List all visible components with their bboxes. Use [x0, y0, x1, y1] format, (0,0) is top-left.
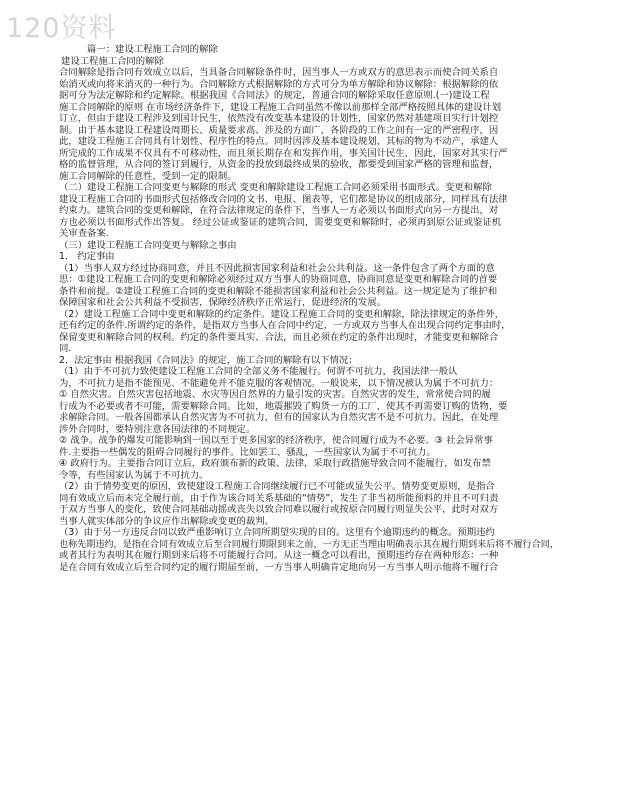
text-line: 同.	[59, 343, 72, 354]
text-line: 或者其行为表明其在履行期到来后将不可能履行合同。从这一概念可以看出，预期违约存在两种形态：一种	[59, 550, 499, 561]
text-line: 施工合同解除的任意性，受到一定的限制。	[59, 170, 237, 182]
text-line: 据可分为法定解除和约定解除。根据我国《合同法》的规定，普通合同的解除采取任意原则.(一)建设工程	[59, 90, 490, 101]
text-line: 件.主要指一些偶发的阻碍合同履行的事件。比如罢工、骚乱，一些国家认为属于不可抗力。	[59, 446, 436, 458]
text-line: （2）建设工程施工合同中变更和解除的约定条件。建设工程施工合同的变更和解除，除法律规定的条件外，	[59, 308, 505, 320]
text-line: 格的监督管理，从合同的签订到履行，从资金的投放到最终成果的验收，都要受到国家严格的管理和监督，	[59, 159, 499, 170]
text-line: 约束力。建筑合同的变更和解除，在符合法律规定的条件下，当事人一方必须以书面形式向另一方提出，对	[59, 205, 499, 216]
text-line: 当事人就实体部分的争议应作出解除或变更的裁判。	[59, 515, 274, 527]
text-line: 保留变更和解除合同的权利。约定的条件要具实、合法，而且必须在约定的条件出现时，才能变更和解除合	[59, 331, 499, 343]
text-line: ④ 政府行为。主要指合同订立后，政府颁布新的政策、法律，采取行政措施导致合同不能履行，如发布禁	[59, 458, 491, 469]
text-line: 令等，有些国家认为属于不可抗力。	[59, 469, 209, 481]
text-line: 施工合同解除的原则 在市场经济条件下，建设工程施工合同虽然不像以前那样全部严格按照具体的建设计划	[59, 101, 502, 113]
text-line: 1． 约定事由	[59, 251, 115, 262]
text-line: （二）建设工程施工合同变更与解除的形式 变更和解除建设工程施工合同必须采用书面形式。变更和解除	[59, 182, 492, 193]
text-line: （1）当事人双方经过协商同意，并且不因此损害国家利益和社会公共利益。这一条件包含了两个方面的意	[59, 262, 495, 274]
line-text: 也称先期违约，是指在合同有效成立后至合同履行期限到来之前，一方无正当理由明确表示其在履行期到来后将不履行合同，	[59, 538, 559, 550]
text-line: 为，不可抗力是指不能预见、不能避免并不能克服的客观情况。一般说来，以下情况被认为属于不可抗力：	[59, 377, 499, 389]
text-line: 条件和前提。②建设工程施工合同的变更和解除不能损害国家利益和社会公共利益。这一规定是为了维护和	[59, 285, 498, 297]
text-line: 方也必须以书面形式作出答复。 经过公证或鉴证的建筑合同，需要变更和解除时，必须再到原公证或鉴证机	[59, 216, 502, 228]
text-line: 订立，但由于建设工程涉及到国计民生，依然没有改变基本建设的计划性，国家仍然对基建项目实行计划控	[59, 113, 499, 124]
text-line: 于双方当事人的变化，致使合同基础动摇或丧失以致合同难以履行或按原合同履行则显失公平，此时对双方	[59, 504, 499, 515]
text-line: 关审查备案.	[59, 228, 109, 239]
watermark: 120资料	[6, 13, 117, 44]
text-line: 思：①建设工程施工合同的变更和解除必须经过双方当事人的协商同意，协商同意是变更和解除合同的首要	[59, 274, 498, 285]
text-line: （2）由于情势变更的原因，致使建设工程施工合同继续履行已不可能或显失公平。情势变更原则，是指合	[59, 481, 495, 492]
text-line: 此，建设工程施工合同具有计划性、程序性的特点。同时因涉及基本建设规划，其标的物为不动产，承建人	[59, 136, 499, 147]
text-line: （3）由于另一方违反合同以致严重影响订立合同所期望实现的目的。这里有个逾期违约的概念。预期违约	[59, 527, 495, 538]
text-line: 是在合同有效成立后至合同约定的履行期届至前，一方当事人明确肯定地向另一方当事人明示他将不履行合	[59, 561, 499, 573]
text-line: ① 自然灾害。自然灾害包括地震、水灾等因自然界的力量引发的灾害。自然灾害的发生，常常使合同的履	[59, 389, 491, 400]
text-line: 行成为不必要或者不可能，需要解除合同。比如，地震摧毁了购货一方的工厂，使其不再需要订购的货物，要	[59, 400, 508, 412]
text-line: 合同解除是指合同有效成立以后，当具备合同解除条件时，因当事人一方或双方的意思表示而使合同关系自	[59, 67, 499, 78]
text-line: （三）建设工程施工合同变更与解除之事由	[59, 239, 237, 251]
text-line: 求解除合同。一般各国都承认自然灾害为不可抗力，但有的国家认为自然灾害不是不可抗力。因此，在处理	[59, 412, 499, 423]
text-line: 建设工程施工合同的书面形式包括修改合同的文书、电报、图表等，它们都是协议的组成部分，同样具有法律	[59, 193, 508, 205]
text-line: 还有约定的条件.所谓约定的条件，是指双方当事人在合同中约定，一方或双方当事人在出现合同约定事由时，	[59, 320, 511, 331]
text-line	[59, 539, 559, 551]
text-line: 2．法定事由 根据我国《合同法》的规定，施工合同的解除有以下情况：	[59, 354, 358, 366]
document-heading: 篇一：建设工程施工合同的解除	[87, 44, 218, 55]
text-line: ② 战争。战争的爆发可能影响到一国以至于更多国家的经济秩序，使合同履行成为不必要。③ 社会异常事	[59, 435, 493, 446]
text-line: 制。由于基本建设工程建设周期长、质量要求高、涉及的方面广，各阶段的工作之间有一定的严密程序，因	[59, 124, 499, 136]
text-line: 同有效成立后而未完全履行前，由于作为该合同关系基础的“情势”，发生了非当初所能预料的并且不可归责	[59, 492, 499, 504]
text-line: 始消灭或向将来消灭的一种行为。合同解除方式根据解除的方式可分为单方解除和协议解除：根据解除的依	[59, 78, 499, 90]
document-body	[59, 44, 559, 573]
text-line: 保障国家和社会公共利益不受损害，保障经济秩序正常运行，促进经济的发展。	[59, 297, 387, 308]
section-title: 建设工程施工合同的解除	[61, 55, 164, 67]
text-line: 所完成的工作成果不仅具有不可移动性，而且须长期存在和发挥作用，事关国计民生，因此，国家对其实行严	[59, 147, 508, 159]
text-line: 涉外合同时，要特别注意各国法律的不同规定。	[59, 423, 256, 435]
text-line: （1）由于不可抗力致使建设工程施工合同的全部义务不能履行。何谓不可抗力，我国法律一般认	[59, 366, 458, 377]
